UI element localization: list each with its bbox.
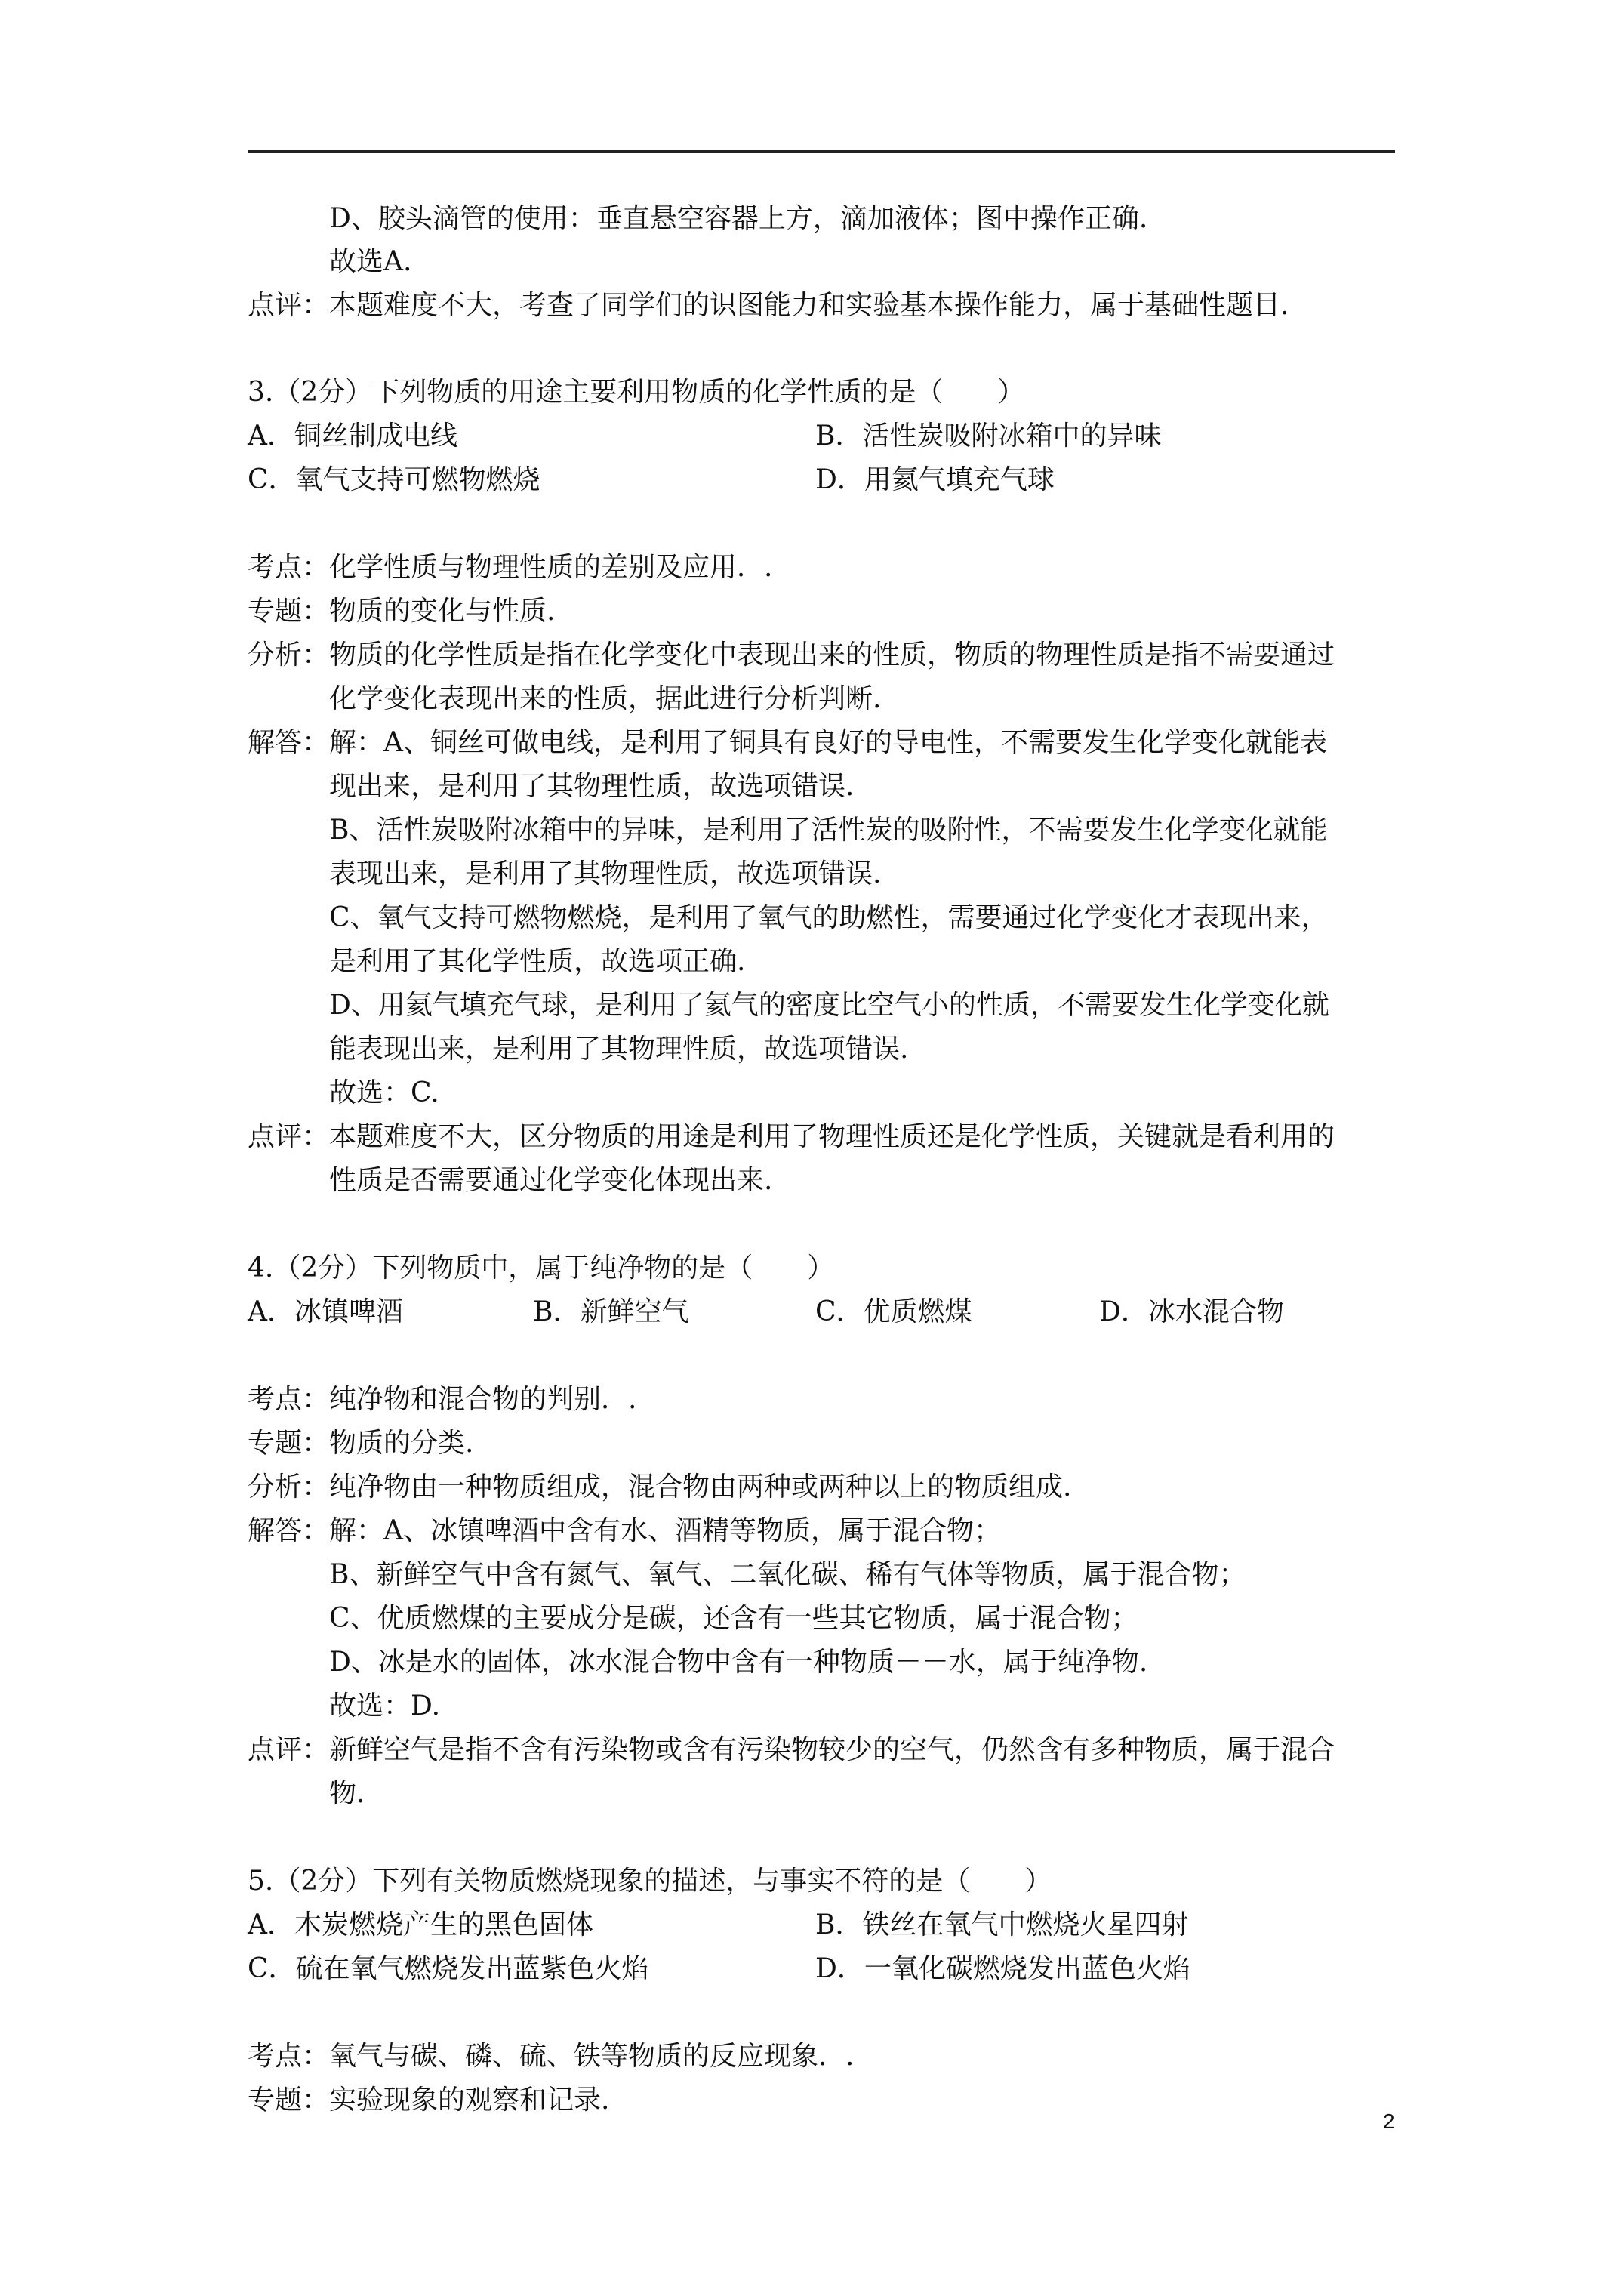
q3-option-a: A．铜丝制成电线 (248, 421, 457, 451)
q3-jieda-1: 解答：解：A、铜丝可做电线，是利用了铜具有良好的导电性，不需要发生化学变化就能表 (248, 727, 1327, 758)
q3-jieda-2: 现出来，是利用了其物理性质，故选项错误. (329, 771, 855, 802)
header-rule (248, 150, 1395, 153)
prev-comment: 点评：本题难度不大，考查了同学们的识图能力和实验基本操作能力，属于基础性题目. (248, 290, 1289, 321)
q5-kaodian: 考点：氧气与碳、磷、硫、铁等物质的反应现象．. (248, 2041, 855, 2072)
q5-stem: 5.（2分）下列有关物质燃烧现象的描述，与事实不符的是（ ） (248, 1866, 1052, 1897)
q3-fenxi-2: 化学变化表现出来的性质，据此进行分析判断. (329, 683, 882, 714)
q3-option-b: B．活性炭吸附冰箱中的异味 (815, 421, 1162, 451)
q3-fenxi-1: 分析：物质的化学性质是指在化学变化中表现出来的性质，物质的物理性质是指不需要通过 (248, 639, 1335, 670)
q4-dianping-2: 物. (329, 1778, 365, 1809)
q3-jieda-8: 能表现出来，是利用了其物理性质，故选项错误. (329, 1034, 909, 1065)
q3-stem: 3.（2分）下列物质的用途主要利用物质的化学性质的是（ ） (248, 377, 1025, 408)
q4-jieda-1: 解答：解：A、冰镇啤酒中含有水、酒精等物质，属于混合物； (248, 1515, 1001, 1546)
prev-option-d-text: D、胶头滴管的使用：垂直悬空容器上方，滴加液体；图中操作正确. (329, 203, 1148, 234)
q3-answer: 故选：C. (329, 1077, 439, 1108)
q3-jieda-7: D、用氦气填充气球，是利用了氦气的密度比空气小的性质，不需要发生化学变化就 (329, 990, 1329, 1021)
q4-option-b: B．新鲜空气 (533, 1296, 689, 1327)
q4-stem: 4.（2分）下列物质中，属于纯净物的是（ ） (248, 1253, 835, 1284)
q5-option-d: D．一氧化碳燃烧发出蓝色火焰 (815, 1953, 1190, 1984)
q4-kaodian: 考点：纯净物和混合物的判别．. (248, 1384, 637, 1415)
q4-option-a: A．冰镇啤酒 (248, 1296, 403, 1327)
q3-jieda-4: 表现出来，是利用了其物理性质，故选项错误. (329, 858, 882, 889)
q3-dianping-2: 性质是否需要通过化学变化体现出来. (329, 1165, 773, 1196)
q4-jieda-2: B、新鲜空气中含有氮气、氧气、二氧化碳、稀有气体等物质，属于混合物； (329, 1559, 1246, 1590)
q5-zhuanti: 专题：实验现象的观察和记录. (248, 2085, 610, 2116)
q3-jieda-6: 是利用了其化学性质，故选项正确. (329, 946, 746, 977)
page-number: 2 (1383, 2110, 1395, 2133)
q3-dianping-1: 点评：本题难度不大，区分物质的用途是利用了物理性质还是化学性质，关键就是看利用的 (248, 1121, 1335, 1152)
q3-jieda-5: C、氧气支持可燃物燃烧，是利用了氧气的助燃性，需要通过化学变化才表现出来， (329, 902, 1329, 933)
q4-answer: 故选：D. (329, 1690, 441, 1721)
q4-option-c: C．优质燃煤 (815, 1296, 972, 1327)
q4-fenxi: 分析：纯净物由一种物质组成，混合物由两种或两种以上的物质组成. (248, 1472, 1072, 1502)
q3-option-c: C．氧气支持可燃物燃烧 (248, 464, 540, 495)
q5-option-c: C．硫在氧气燃烧发出蓝紫色火焰 (248, 1953, 649, 1984)
q3-jieda-3: B、活性炭吸附冰箱中的异味，是利用了活性炭的吸附性，不需要发生化学变化就能 (329, 815, 1328, 846)
q3-option-d: D．用氦气填充气球 (815, 464, 1055, 495)
q4-dianping-1: 点评：新鲜空气是指不含有污染物或含有污染物较少的空气，仍然含有多种物质，属于混合 (248, 1734, 1335, 1765)
q4-jieda-3: C、优质燃煤的主要成分是碳，还含有一些其它物质，属于混合物； (329, 1603, 1138, 1634)
q3-zhuanti: 专题：物质的变化与性质. (248, 596, 556, 627)
q3-kaodian: 考点：化学性质与物理性质的差别及应用．. (248, 552, 773, 583)
prev-answer: 故选A. (329, 246, 412, 277)
q4-zhuanti: 专题：物质的分类. (248, 1428, 474, 1459)
q4-jieda-4: D、冰是水的固体，冰水混合物中含有一种物质－－水，属于纯净物. (329, 1647, 1148, 1678)
q4-option-d: D．冰水混合物 (1099, 1296, 1284, 1327)
q5-option-a: A．木炭燃烧产生的黑色固体 (248, 1909, 593, 1940)
q5-option-b: B．铁丝在氧气中燃烧火星四射 (815, 1909, 1189, 1940)
